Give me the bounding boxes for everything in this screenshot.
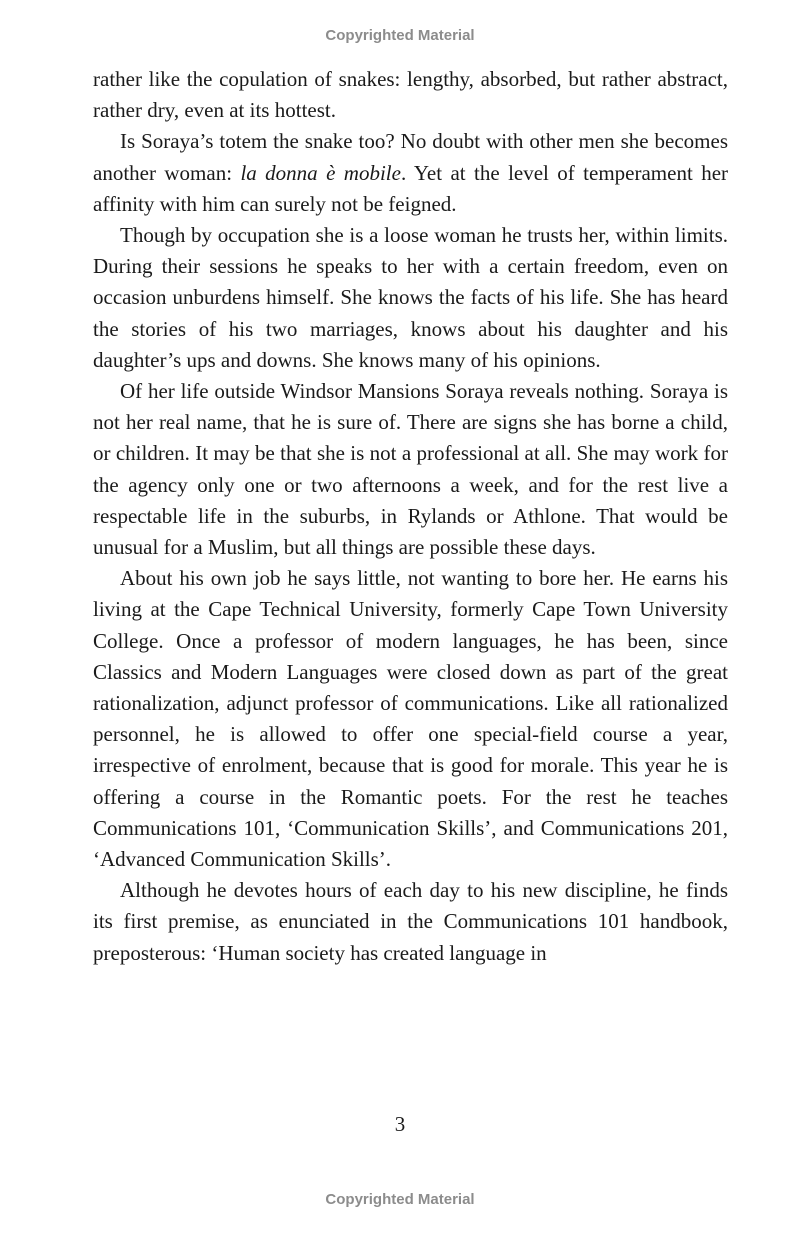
paragraph-2-after: . Yet at the level of temperament her affinity with him can surely not be feigned. bbox=[93, 160, 729, 216]
paragraph-6: Although he devotes hours of each day to his new discipline, he finds its first premise, as enunciated in the Communications 101 handbook, preposterous: ‘Human society has created language in bbox=[93, 878, 728, 965]
paragraph-2-before: Is Soraya’s totem the snake too? No doubt with other men she becomes another woman: bbox=[93, 129, 728, 185]
body-text bbox=[93, 64, 728, 969]
copyright-watermark-bottom: Copyrighted Material bbox=[325, 1191, 475, 1208]
italic-phrase: la donna è mobile bbox=[240, 160, 401, 185]
paragraph-3: Though by occupation she is a loose woman he trusts her, within limits. During their sessions he speaks to her with a certain freedom, even on occasion unburdens himself. She knows the facts of his life. She has heard the stories of his two marriages, knows about his daughter and his daughter’s ups and downs. She knows many of his opinions. bbox=[93, 223, 728, 372]
page-number: 3 bbox=[394, 1112, 406, 1136]
paragraph-2 bbox=[93, 126, 728, 220]
paragraph-1: rather like the copulation of snakes: lengthy, absorbed, but rather abstract, rather dry, even at its hottest. bbox=[93, 67, 728, 123]
copyright-watermark-top: Copyrighted Material bbox=[325, 27, 475, 44]
paragraph-4: Of her life outside Windsor Mansions Soraya reveals nothing. Soraya is not her real name, that he is sure of. There are signs she has borne a child, or children. It may be that she is not a professional at all. She may work for the agency only one or two afternoons a week, and for the rest live a respectable life in the suburbs, in Rylands or Athlone. That would be unusual for a Muslim, but all things are possible these days. bbox=[93, 379, 728, 560]
paragraph-5: About his own job he says little, not wanting to bore her. He earns his living at the Cape Technical University, formerly Cape Town University College. Once a professor of modern languages, he has been, since Classics and Modern Languages were closed down as part of the great rationalization, adjunct professor of communications. Like all rationalized personnel, he is allowed to offer one special-field course a year, irrespective of enrolment, because that is good for morale. This year he is offering a course in the Romantic poets. For the rest he teaches Communications 101, ‘Communication Skills’, and Communications 201, ‘Advanced Communication Skills’. bbox=[93, 566, 728, 872]
